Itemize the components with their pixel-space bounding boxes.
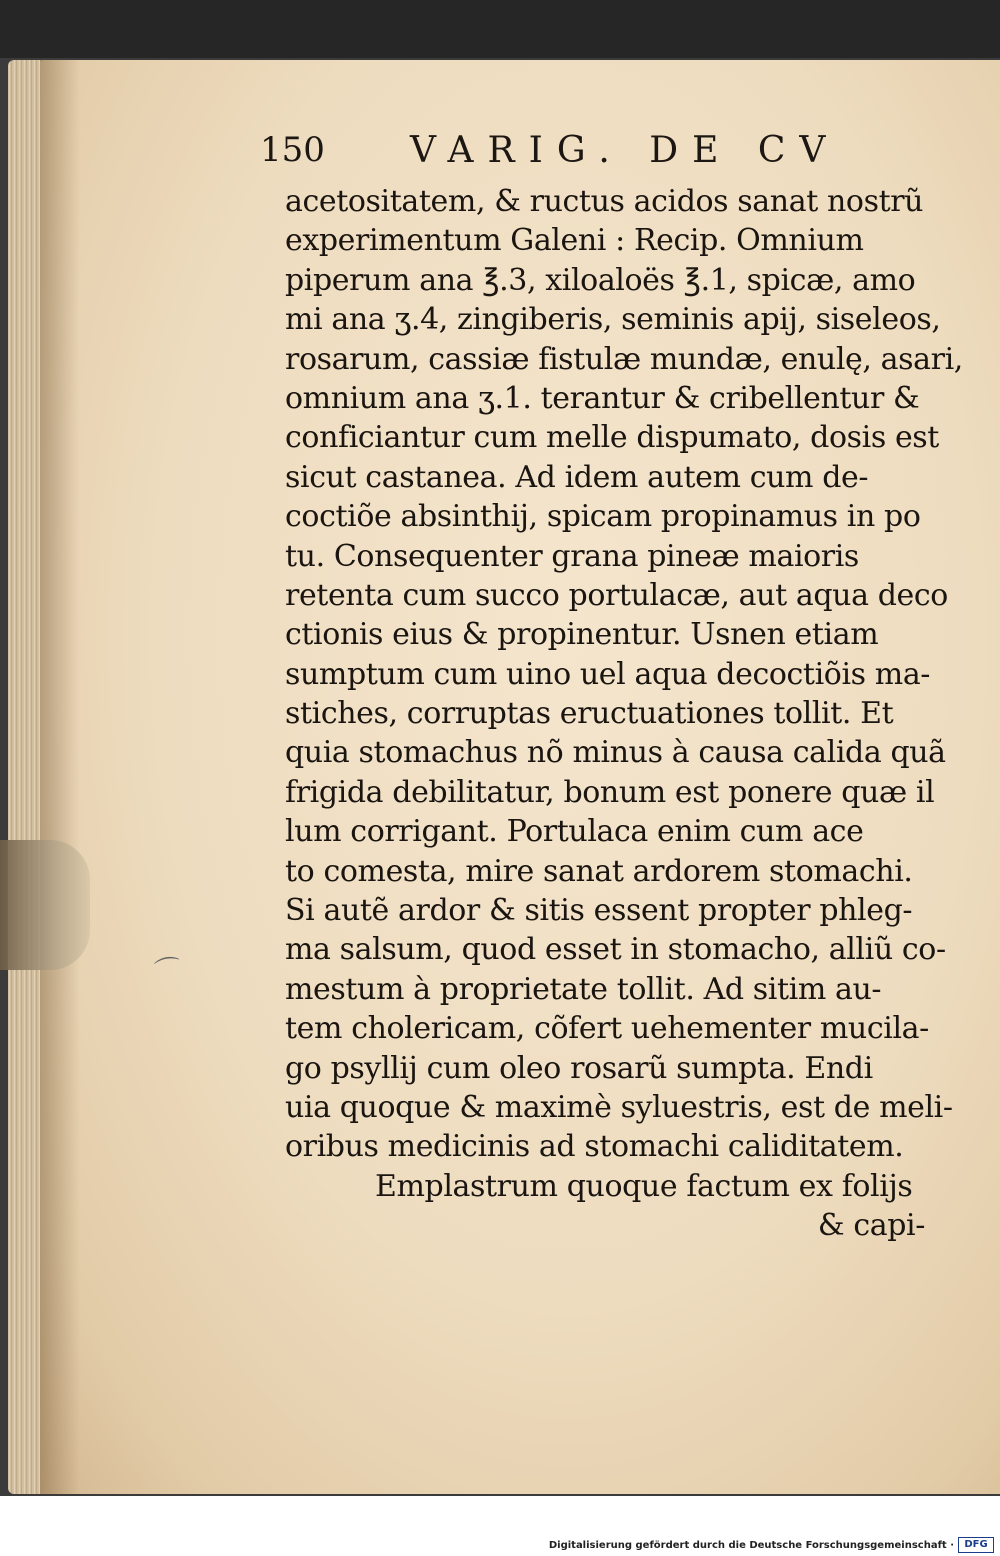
funding-credit: Digitalisierung gefördert durch die Deutsche Forschungsgemeinschaft · bbox=[548, 1540, 954, 1551]
text-line: Si autẽ ardor & sitis essent propter phleg- bbox=[285, 893, 913, 929]
text-line: tu. Consequenter grana pineæ maioris bbox=[285, 538, 859, 574]
dfg-logo: DFG bbox=[958, 1537, 994, 1553]
text-line: experimentum Galeni : Recip. Omnium bbox=[285, 223, 864, 259]
body-text bbox=[285, 182, 963, 1246]
text-line: ctionis eius & propinentur. Usnen etiam bbox=[285, 617, 879, 653]
text-line: rosarum, cassiæ fistulæ mundæ, enulę, asari, bbox=[285, 341, 963, 377]
text-line: go psyllij cum oleo rosarũ sumpta. Endi bbox=[285, 1050, 873, 1086]
text-line: oribus medicinis ad stomachi caliditatem. bbox=[285, 1129, 904, 1165]
text-line: quia stomachus nõ minus à causa calida quã bbox=[285, 735, 946, 771]
text-line: lum corrigant. Portulaca enim cum ace bbox=[285, 814, 864, 850]
text-line: coctiõe absinthij, spicam propinamus in po bbox=[285, 499, 921, 535]
text-line: acetositatem, & ructus acidos sanat nostrũ bbox=[285, 184, 924, 219]
text-line: to comesta, mire sanat ardorem stomachi. bbox=[285, 853, 913, 889]
text-line: stiches, corruptas eructuationes tollit. Et bbox=[285, 696, 894, 732]
text-line: tem cholericam, cõfert uehementer mucila- bbox=[285, 1011, 929, 1047]
text-line: uia quoque & maximè syluestris, est de meli- bbox=[285, 1089, 953, 1125]
text-line: conficiantur cum melle dispumato, dosis est bbox=[285, 420, 939, 456]
gutter-shadow bbox=[40, 60, 80, 1494]
text-line: omnium ana ʒ.1. terantur & cribellentur & bbox=[285, 380, 920, 416]
page-clip-stain bbox=[0, 840, 90, 970]
text-line: Emplastrum quoque factum ex folijs bbox=[375, 1168, 913, 1204]
catchword: & capi- bbox=[817, 1208, 925, 1244]
text-line: mi ana ʒ.4, zingiberis, seminis apij, siseleos, bbox=[285, 302, 941, 338]
page-number: 150 bbox=[260, 130, 325, 170]
text-line: mestum à proprietate tollit. Ad sitim au- bbox=[285, 971, 882, 1007]
text-line: sicut castanea. Ad idem autem cum de- bbox=[285, 459, 869, 495]
text-line: ma salsum, quod esset in stomacho, alliũ co- bbox=[285, 932, 946, 968]
text-line: frigida debilitatur, bonum est ponere quæ il bbox=[285, 774, 935, 810]
running-head: VARIG. DE CV bbox=[410, 130, 840, 171]
page-header bbox=[260, 130, 960, 180]
text-line: retenta cum succo portulacæ, aut aqua deco bbox=[285, 577, 948, 613]
text-line: piperum ana ℥.3, xiloaloës ℥.1, spicæ, amo bbox=[285, 262, 916, 298]
text-line: sumptum cum uino uel aqua decoctiõis ma- bbox=[285, 656, 931, 692]
ink-mark: ⌒ bbox=[153, 953, 184, 988]
